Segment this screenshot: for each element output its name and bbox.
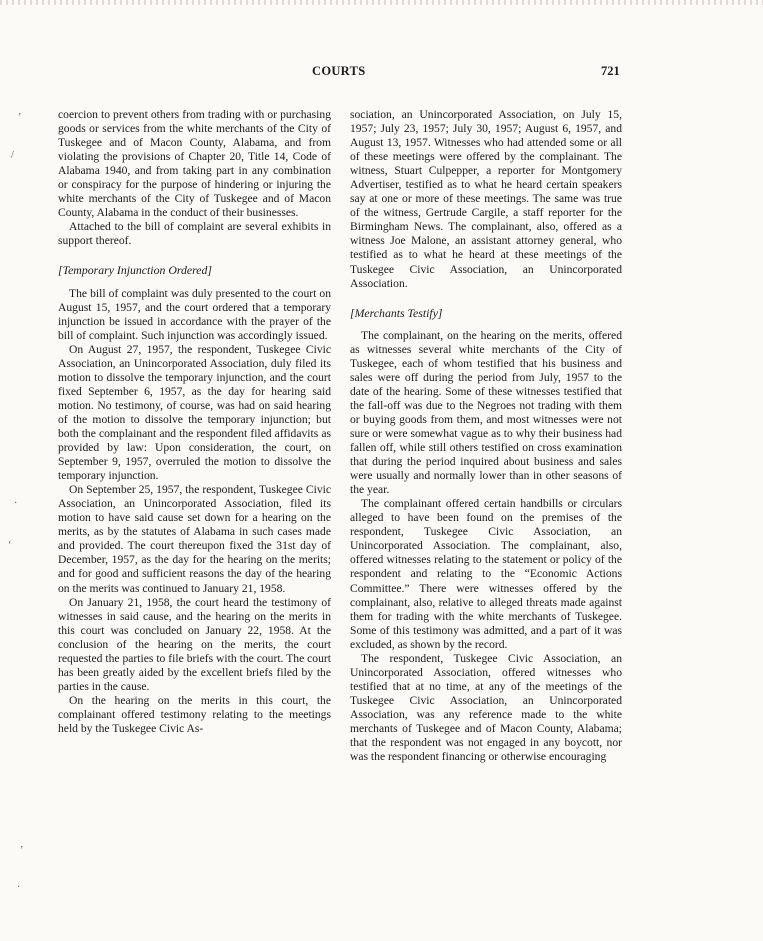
paragraph: The complainant offered certain handbills or circulars alleged to have been found on the premises of the respondent, Tuskegee Civic Association, an Unincorporated Association. The complainant, also, offered witnesses relating to the statement or policy of the respondent and relating to the “Economic Actions Committee.” There were witnesses offered by the complainant, also, relative to alleged threats made against them for trading with the white merchants of Tuskegee. Some of this testimony was admitted, and a part of it was excluded, as shown by the record. — [350, 497, 622, 651]
margin-mark: ’ — [18, 112, 22, 123]
paragraph: coercion to prevent others from trading with or purchasing goods or services from the white merchants of the City of Tuskegee and of Macon County, Alabama, and from violating the provisions of Chapter 20, Title 14, Code of Alabama 1940, and from taking part in any combination or conspiracy for the purpose of hindering or injuring the white merchants of the City of Tuskegee and of Macon County, Alabama in the conduct of their businesses. — [58, 108, 331, 220]
margin-mark: · — [14, 498, 18, 509]
paragraph: On the hearing on the merits in this court, the complainant offered testimony relating to the meetings held by the Tuskegee Civic As- — [58, 693, 331, 735]
page-top-edge — [0, 0, 763, 5]
paragraph: The respondent, Tuskegee Civic Association, an Unincorporated Association, offered witnesses who testified that at no time, at any of the meetings of the Tuskegee Civic Association, an Unincorporated Association, was any reference made to the white merchants of Tuskegee and of Macon County, Alabama; that the respondent was not engaged in any boycott, nor was the respondent financing or otherwise encouraging — [350, 651, 622, 764]
paragraph: The complainant, on the hearing on the merits, offered as witnesses several white merchants of the City of Tuskegee, each of whom testified that his business and sales were off during the period from July, 1957 to the date of the hearing. Some of these witnesses testified that the fall-off was due to the Negroes not trading with them or buying goods from them, and most witnesses were not sure or were somewhat vague as to why their business had fallen off, while still others testified on cross examination that during the period inquired about business and sales were usually and normally lower than in other seasons of the year. — [350, 328, 622, 497]
margin-mark: ‘ — [8, 540, 12, 551]
paragraph: Attached to the bill of complaint are several exhibits in support thereof. — [58, 220, 331, 248]
page-number: 721 — [601, 64, 620, 78]
margin-mark: ’ — [20, 845, 24, 856]
left-column — [58, 108, 331, 736]
paragraph: On January 21, 1958, the court heard the testimony of witnesses in said cause, and the hearing on the merits in this court was concluded on January 22, 1958. At the conclusion of the hearing on the merits, the court requested the parties to file briefs with the court. The court has been greatly aided by the excellent briefs filed by the parties in the cause. — [58, 595, 331, 693]
paragraph: On September 25, 1957, the respondent, Tuskegee Civic Association, an Unincorporated Association, filed its motion to have said cause set down for a hearing on the merits, as by the statutes of Alabama in such cases made and provided. The court thereupon fixed the 31st day of December, 1957, as the day for the hearing on the merits; and for good and sufficient reasons the day of the hearing on the merits was continued to January 21, 1958. — [58, 483, 331, 595]
right-column — [350, 108, 622, 764]
paragraph: The bill of complaint was duly presented to the court on August 15, 1957, and the court ordered that a temporary injunction be issued in accordance with the prayer of the bill of complaint. Such injunction was accordingly issued. — [58, 286, 331, 342]
section-heading: [Merchants Testify] — [350, 305, 443, 320]
margin-mark: · — [17, 882, 21, 893]
section-heading: [Temporary Injunction Ordered] — [58, 263, 213, 278]
running-head-title: COURTS — [312, 64, 366, 78]
paragraph: On August 27, 1957, the respondent, Tuskegee Civic Association, an Unincorporated Association, duly filed its motion to dissolve the temporary injunction, and the court fixed September 6, 1957, as the day for hearing said motion. No testimony, of course, was had on said hearing of the motion to dissolve the temporary injunction; but both the complainant and the respondent filed affidavits as provided by law: Upon consideration, the court, on September 9, 1957, overruled the motion to dissolve the temporary injunction. — [58, 342, 331, 483]
paragraph: sociation, an Unincorporated Association, on July 15, 1957; July 23, 1957; July 30, 1957; August 6, 1957, and August 13, 1957. Witnesses who had attended some or all of these meetings were offered by the complainant. The witness, Stuart Culpepper, a reporter for Montgomery Advertiser, testified as to what he heard certain speakers say at one or more of these meetings. The same was true of the witness, Gertrude Cargile, a staff reporter for the Birmingham News. The complainant, also, offered as a witness Joe Malone, an assistant attorney general, who testified as to what he heard at these meetings of the Tuskegee Civic Association, an Unincorporated Association. — [350, 108, 622, 290]
margin-mark: / — [11, 150, 14, 161]
